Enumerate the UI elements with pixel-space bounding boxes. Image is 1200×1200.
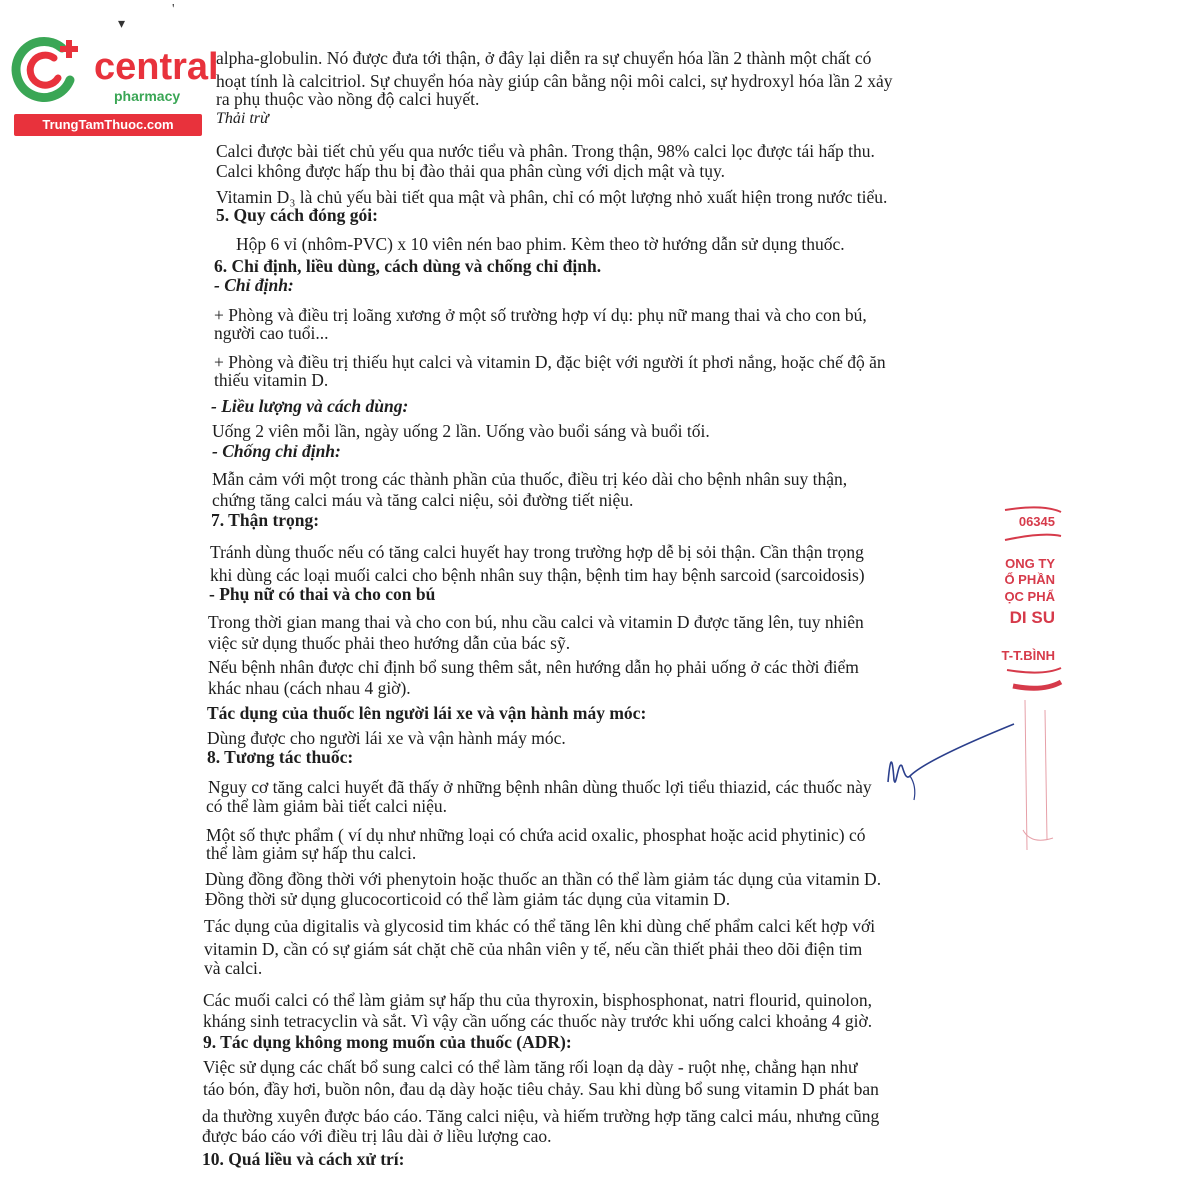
body-line: kháng sinh tetracyclin và sắt. Vì vậy cần uống các thuốc này trước khi uống calci khoảng 4 giờ.: [203, 1011, 873, 1031]
logo-mark-icon: [10, 34, 94, 112]
stamp-line: ỌC PHẨ: [1004, 589, 1055, 604]
body-line: được báo cáo với điều trị lâu dài ở liều lượng cao.: [202, 1126, 552, 1146]
subheading-chong-chi-dinh: - Chống chỉ định:: [212, 441, 341, 461]
section-heading-9: 9. Tác dụng không mong muốn của thuốc (ADR):: [203, 1032, 572, 1052]
logo-url-banner[interactable]: TrungTamThuoc.com: [14, 114, 202, 136]
logo-sub-text: pharmacy: [114, 88, 181, 104]
body-line: da thường xuyên được báo cáo. Tăng calci niệu, và hiếm trường hợp tăng calci máu, nhưng cũng: [202, 1106, 880, 1126]
subheading-lieu-luong: - Liều lượng và cách dùng:: [211, 396, 409, 416]
section-heading-8: 8. Tương tác thuốc:: [207, 747, 354, 767]
body-line: việc sử dụng thuốc phải theo hướng dẫn của bác sỹ.: [208, 633, 571, 653]
body-line: hoạt tính là calcitriol. Sự chuyển hóa này giúp cân bằng nội môi calci, sự hydroxyl hóa lần 2 xảy: [216, 71, 893, 91]
body-line: thể làm giảm sự hấp thu calci.: [206, 843, 417, 863]
body-line: Việc sử dụng các chất bổ sung calci có thể làm tăng rối loạn dạ dày - ruột nhẹ, chẳng hạn như: [203, 1057, 858, 1077]
logo-brand-text: central: [94, 46, 219, 88]
body-line: Tránh dùng thuốc nếu có tăng calci huyết hay trong trường hợp dễ bị sỏi thận. Cần thận trọng: [210, 542, 864, 562]
body-line: Các muối calci có thể làm giảm sự hấp thu của thyroxin, bisphosphonat, natri flourid, quinolon,: [203, 990, 873, 1010]
body-line: + Phòng và điều trị thiếu hụt calci và vitamin D, đặc biệt với người ít phơi nắng, hoặc chế độ ăn: [214, 352, 886, 372]
speck-mark: ▾: [118, 17, 126, 32]
body-line: Đồng thời sử dụng glucocorticoid có thể làm giảm tác dụng của vitamin D.: [205, 889, 731, 909]
stamp-line: ONG TY: [1005, 556, 1055, 571]
body-line: ra phụ thuộc vào nồng độ calci huyết.: [216, 89, 480, 109]
section-heading-7: 7. Thận trọng:: [211, 510, 320, 530]
subheading-thai-tru: Thải trừ: [216, 110, 269, 127]
body-line: Dùng được cho người lái xe và vận hành máy móc.: [207, 728, 566, 748]
stamp-line: DI SU: [1009, 608, 1055, 627]
body-line: Trong thời gian mang thai và cho con bú, nhu cầu calci và vitamin D được tăng lên, tuy nhiên: [208, 612, 864, 632]
body-line: khác nhau (cách nhau 4 giờ).: [208, 678, 411, 698]
body-line: Calci không được hấp thu bị đào thải qua phân cùng với dịch mật và tụy.: [216, 161, 725, 181]
body-line: vitamin D, cần có sự giám sát chặt chẽ của nhân viên y tế, nếu cần thiết phải theo dõi điện tim: [204, 939, 863, 959]
signature-icon: [880, 720, 1020, 810]
body-line: Uống 2 viên mỗi lần, ngày uống 2 lần. Uống vào buổi sáng và buổi tối.: [212, 421, 710, 441]
body-line: người cao tuổi...: [214, 323, 329, 343]
section-heading-6: 6. Chỉ định, liều dùng, cách dùng và chống chỉ định.: [214, 256, 602, 276]
subheading-chi-dinh: - Chỉ định:: [214, 275, 294, 295]
body-line: chứng tăng calci máu và tăng calci niệu, sỏi đường tiết niệu.: [212, 490, 634, 510]
body-line: Hộp 6 vỉ (nhôm-PVC) x 10 viên nén bao phim. Kèm theo tờ hướng dẫn sử dụng thuốc.: [236, 234, 845, 254]
body-line: có thể làm giảm bài tiết calci niệu.: [206, 796, 448, 816]
body-line: Một số thực phẩm ( ví dụ như những loại có chứa acid oxalic, phosphat hoặc acid phytinic) có: [206, 825, 866, 845]
body-line: Nguy cơ tăng calci huyết đã thấy ở những bệnh nhân dùng thuốc lợi tiểu thiazid, các thuốc này: [208, 777, 872, 797]
body-line: thiếu vitamin D.: [214, 370, 329, 390]
body-line: alpha-globulin. Nó được đưa tới thận, ở đây lại diễn ra sự chuyển hóa lần 2 thành một chất có: [216, 48, 872, 68]
body-line: Calci được bài tiết chủ yếu qua nước tiểu và phân. Trong thận, 98% calci lọc được tái hấp thu.: [216, 141, 875, 161]
body-line: Nếu bệnh nhân được chỉ định bổ sung thêm sắt, nên hướng dẫn họ phải uống ở các thời điểm: [208, 657, 859, 677]
stamp-line: T-T.BÌNH: [1001, 648, 1055, 663]
body-line: + Phòng và điều trị loãng xương ở một số trường hợp ví dụ: phụ nữ mang thai và cho con bú,: [214, 305, 867, 325]
body-line: khi dùng các loại muối calci cho bệnh nhân suy thận, bệnh tim hay bệnh sarcoid (sarcoidosis): [210, 565, 865, 585]
section-heading-10: 10. Quá liều và cách xử trí:: [202, 1149, 405, 1169]
speck-mark: ': [172, 2, 175, 17]
subheading-phu-nu-co-thai: - Phụ nữ có thai và cho con bú: [209, 584, 436, 604]
body-line: Vitamin D₃ là chủ yếu bài tiết qua mật và phân, chỉ có một lượng nhỏ xuất hiện trong nước tiểu.: [216, 187, 888, 207]
stamp-line: Ổ PHẦN: [1004, 572, 1055, 587]
stamp-line: 06345: [1018, 514, 1055, 529]
section-heading-5: 5. Quy cách đóng gói:: [216, 205, 378, 225]
body-line: Tác dụng của digitalis và glycosid tim khác có thể tăng lên khi dùng chế phẩm calci kết hợp với: [204, 916, 876, 936]
central-pharmacy-logo: [10, 34, 219, 138]
body-line: táo bón, đầy hơi, buồn nôn, đau dạ dày hoặc tiêu chảy. Sau khi dùng bổ sung vitamin D phát ban: [203, 1079, 879, 1099]
body-line: và calci.: [204, 958, 263, 978]
body-line: Dùng đồng đồng thời với phenytoin hoặc thuốc an thần có thể làm giảm tác dụng của vitamin D.: [205, 869, 882, 889]
subheading-lai-xe: Tác dụng của thuốc lên người lái xe và vận hành máy móc:: [207, 703, 647, 723]
body-line: Mẫn cảm với một trong các thành phần của thuốc, điều trị kéo dài cho bệnh nhân suy thận,: [212, 469, 848, 489]
